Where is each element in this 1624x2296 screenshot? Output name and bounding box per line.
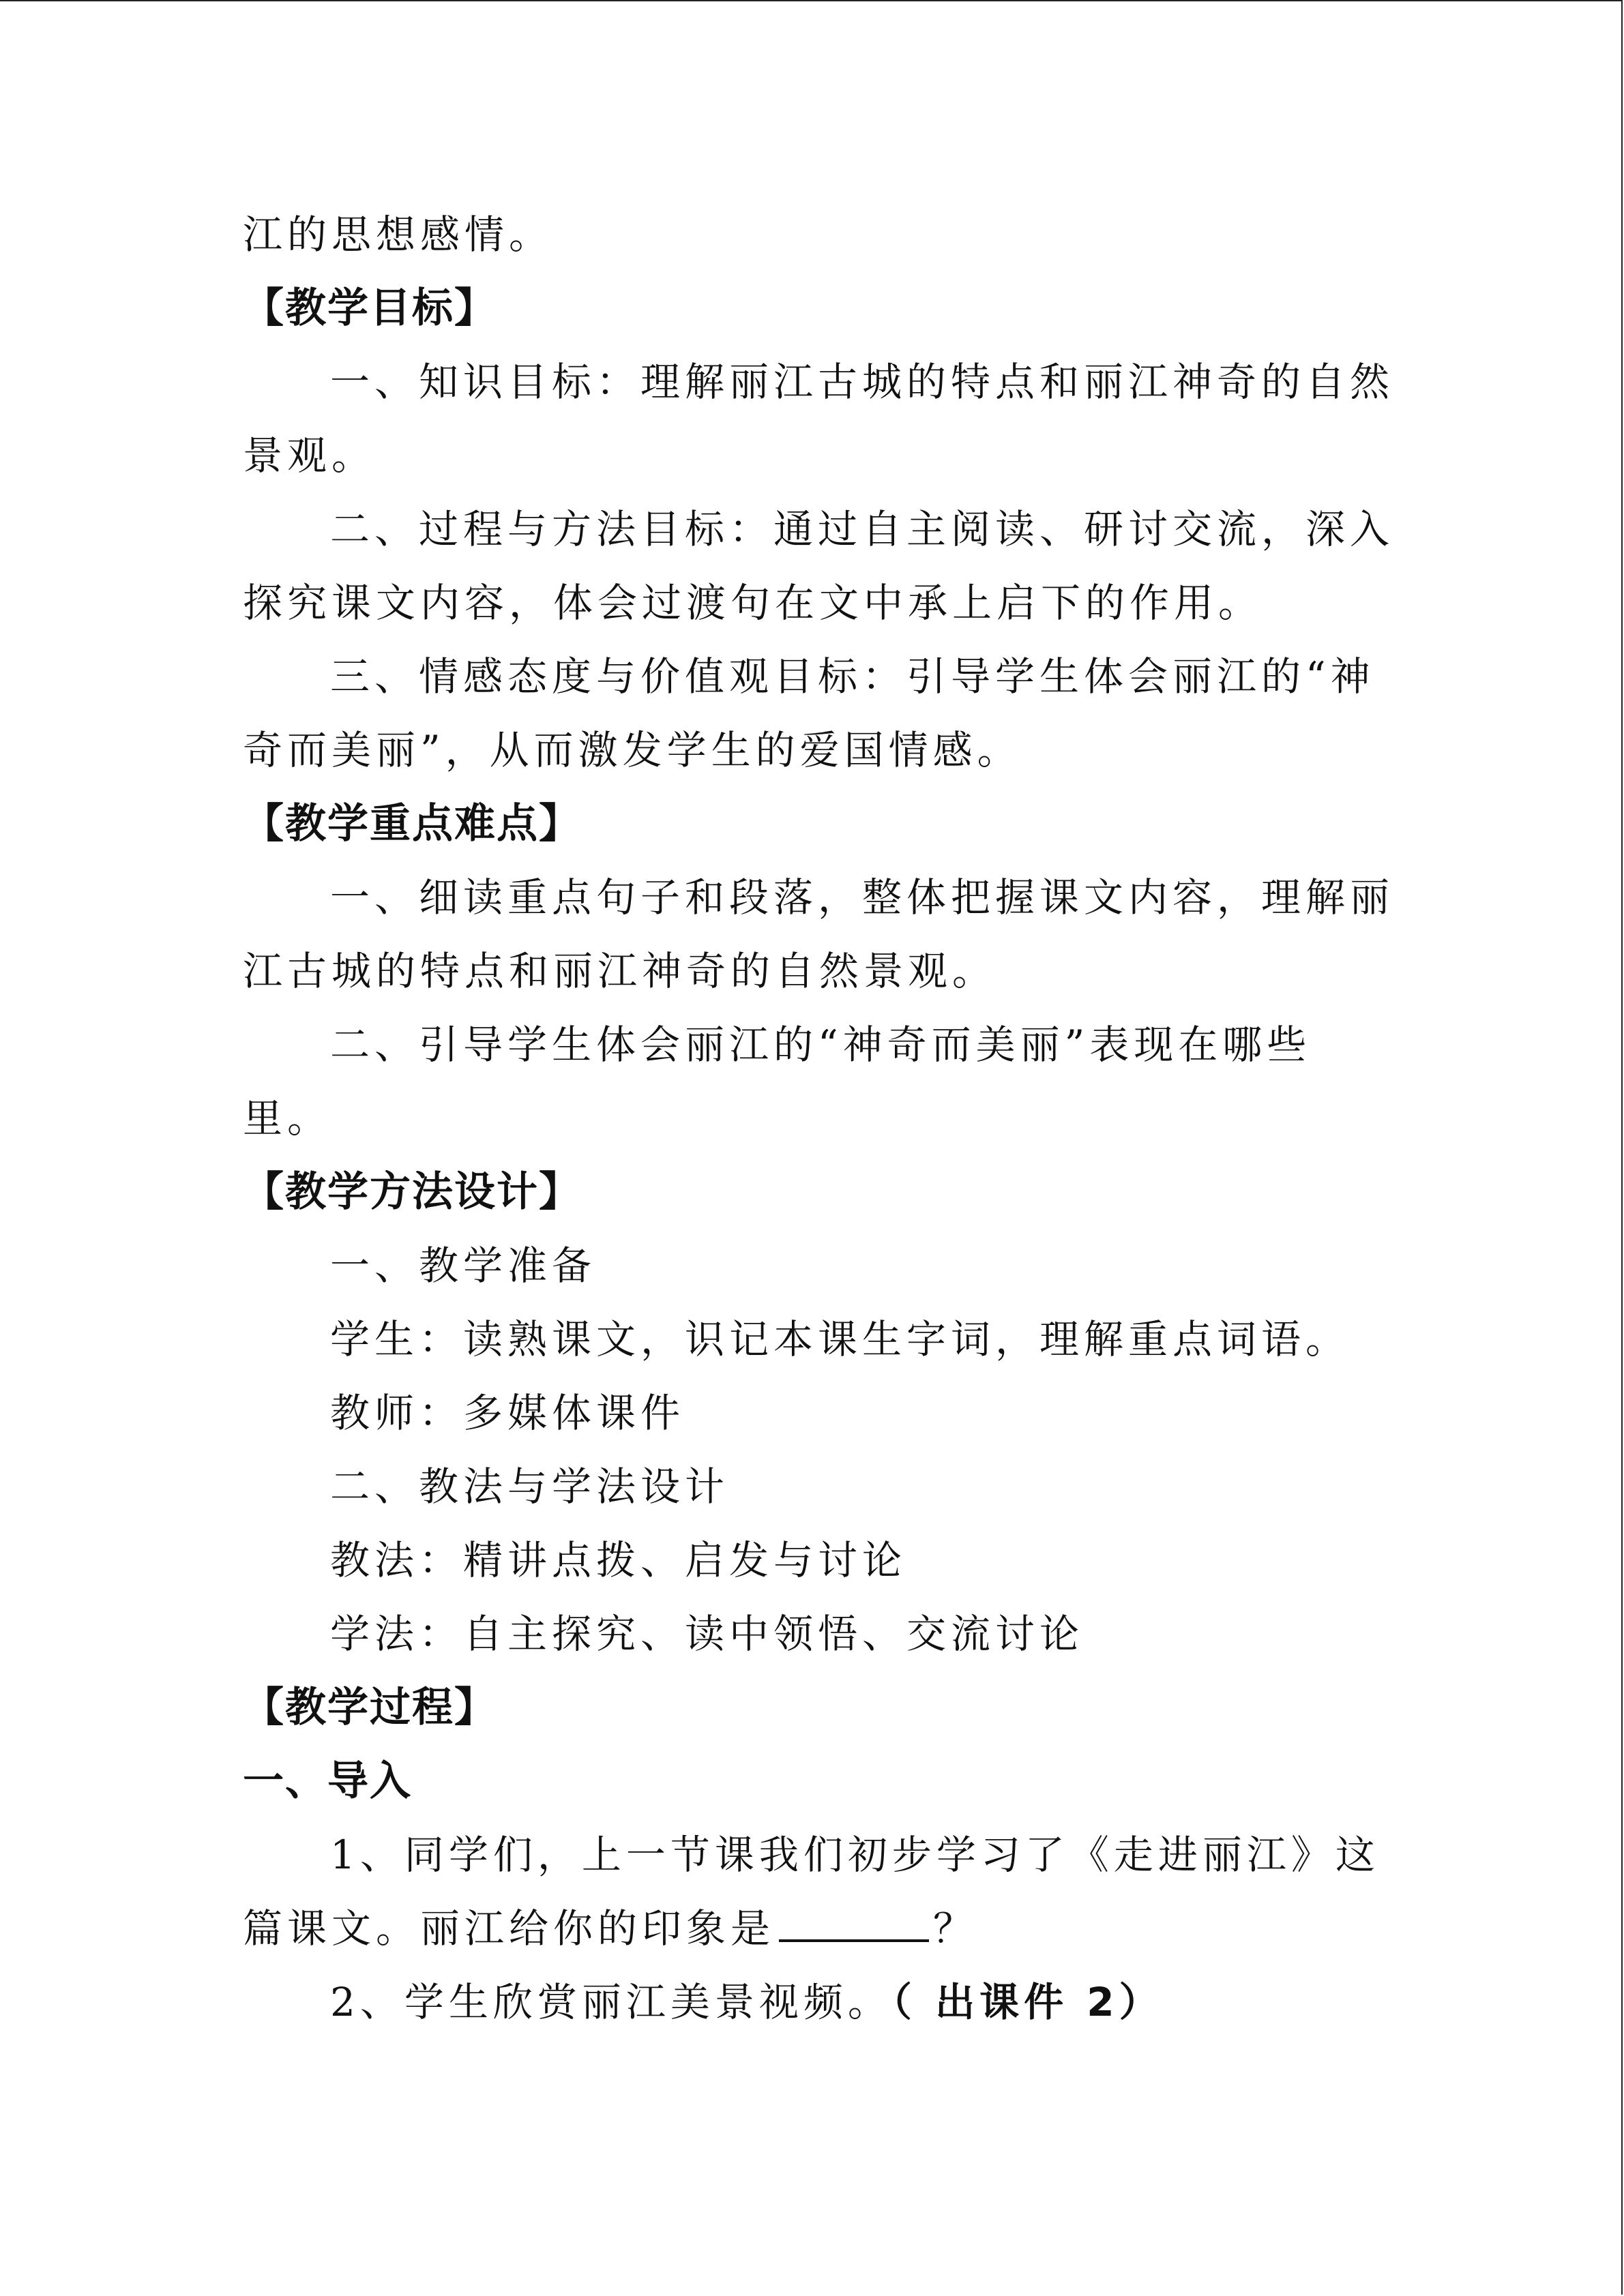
section-heading-method-design: 【教学方法设计】 xyxy=(243,1168,581,1216)
paragraph-line: 学生：读熟课文，识记本课生字词，理解重点词语。 xyxy=(330,1316,1350,1362)
paragraph-line: 江古城的特点和丽江神奇的自然景观。 xyxy=(243,948,997,994)
paragraph-line: 一、细读重点句子和段落，整体把握课文内容，理解丽 xyxy=(330,874,1395,921)
paragraph-text: 篇课文。丽江给你的印象是 xyxy=(243,1905,776,1952)
paragraph-line: 一、知识目标：理解丽江古城的特点和丽江神奇的自然 xyxy=(330,359,1395,405)
paragraph-line: 探究课文内容，体会过渡句在文中承上启下的作用。 xyxy=(243,580,1263,626)
courseware-note: （ 出课件 2） xyxy=(891,1979,1164,2025)
paragraph-line: 二、教法与学法设计 xyxy=(330,1463,730,1510)
paragraph-line-with-blank xyxy=(243,1892,1375,1965)
paragraph-text: 2、学生欣赏丽江美景视频。 xyxy=(330,1979,892,2025)
section-heading-key-points: 【教学重点难点】 xyxy=(243,800,581,848)
fill-in-blank xyxy=(779,1897,929,1942)
question-mark: ？ xyxy=(933,1905,978,1952)
paragraph-line: 二、过程与方法目标：通过自主阅读、研讨交流，深入 xyxy=(330,506,1395,552)
paragraph-line: 教法：精讲点拨、启发与讨论 xyxy=(330,1537,907,1583)
paragraph-line: 里。 xyxy=(243,1095,332,1142)
paragraph-line: 景观。 xyxy=(243,432,377,479)
paragraph-line: 学法：自主探究、读中领悟、交流讨论 xyxy=(330,1611,1084,1657)
section-heading-teaching-goals: 【教学目标】 xyxy=(243,284,497,332)
paragraph-line: 江的思想感情。 xyxy=(243,211,554,258)
paragraph-line: 1、同学们，上一节课我们初步学习了《走进丽江》这 xyxy=(330,1832,1380,1878)
section-heading-teaching-process: 【教学过程】 xyxy=(243,1684,497,1731)
paragraph-line xyxy=(243,1965,1375,2039)
paragraph-line: 三、情感态度与价值观目标：引导学生体会丽江的“神 xyxy=(330,653,1375,700)
document-body xyxy=(243,198,1395,2039)
paragraph-line: 二、引导学生体会丽江的“神奇而美丽”表现在哪些 xyxy=(330,1022,1312,1068)
paragraph-line: 教师：多媒体课件 xyxy=(330,1390,685,1436)
paragraph-line: 一、教学准备 xyxy=(330,1242,597,1289)
subsection-heading-introduction: 一、导入 xyxy=(243,1757,412,1805)
paragraph-line: 奇而美丽”，从而激发学生的爱国情感。 xyxy=(243,727,1022,773)
